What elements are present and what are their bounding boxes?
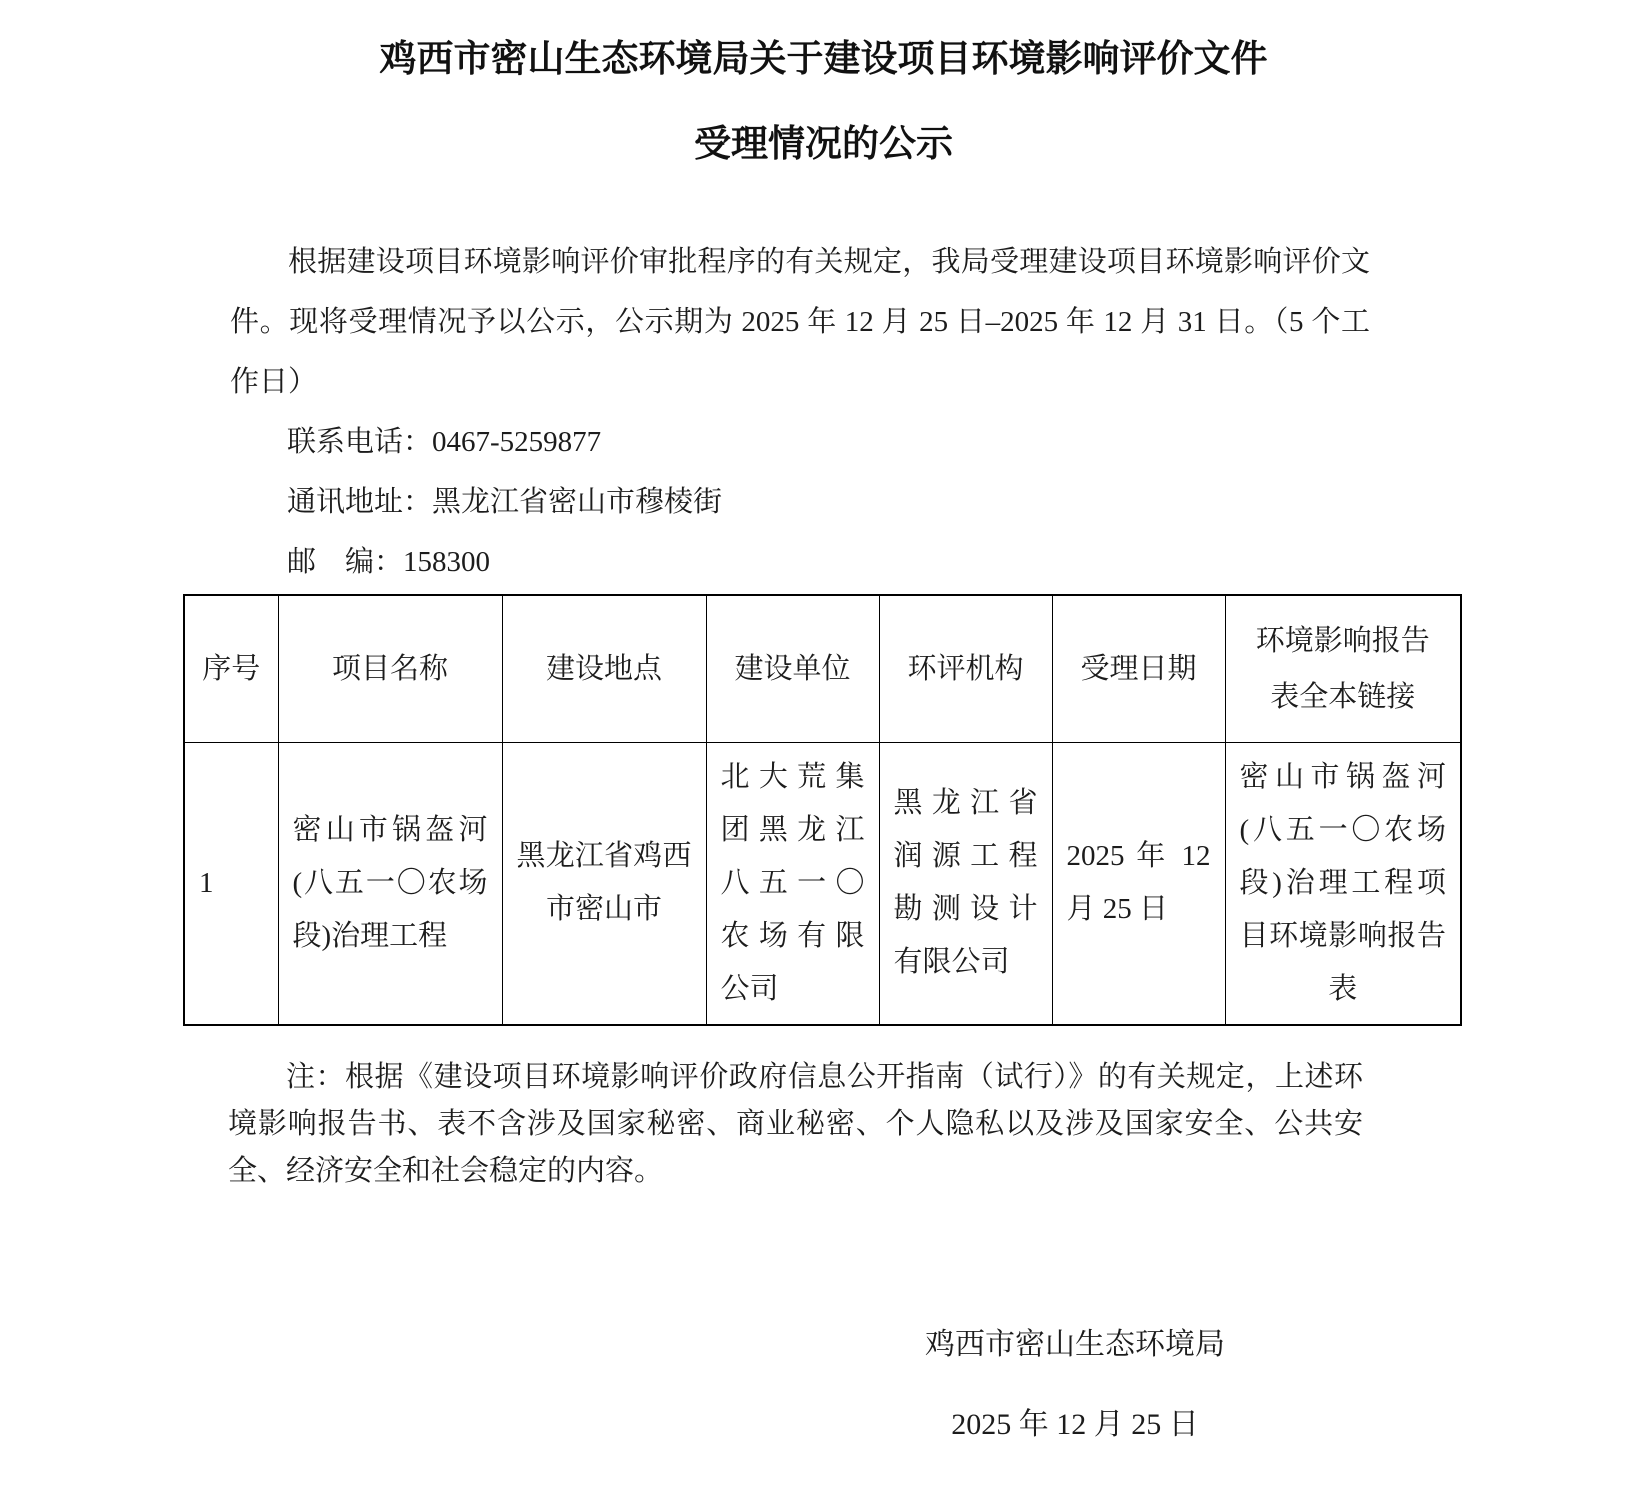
page-title	[0, 40, 1647, 162]
cell-construction-unit: 北大荒集团黑龙江八五一〇农场有限公司	[706, 742, 879, 1025]
contact-address: 通讯地址：黑龙江省密山市穆棱街	[287, 486, 723, 518]
cell-eia-agency: 黑龙江省润源工程勘测设计有限公司	[879, 742, 1052, 1025]
table-header-row	[184, 595, 1461, 742]
column-header-project-name: 项目名称	[278, 595, 502, 742]
table-row	[184, 742, 1461, 1025]
contact-phone: 联系电话：0467-5259877	[287, 426, 602, 458]
cell-construction-location: 黑龙江省鸡西市密山市	[502, 742, 706, 1025]
column-header-construction-location: 建设地点	[502, 595, 706, 742]
column-header-construction-unit: 建设单位	[706, 595, 879, 742]
page-title-line2: 受理情况的公示	[694, 123, 953, 164]
postal-code: 邮 编：158300	[287, 546, 491, 578]
cell-project-name: 密山市锅盔河(八五一〇农场段)治理工程	[278, 742, 502, 1025]
acceptance-table	[183, 594, 1462, 1026]
intro-paragraph: 根据建设项目环境影响评价审批程序的有关规定，我局受理建设项目环境影响评价文件。现将受理情况予以公示，公示期为 2025 年 12 月 25 日–2025 年 12 月 31 日。（5 个工作日）	[230, 246, 1370, 398]
column-header-serial-number: 序号	[184, 595, 278, 742]
column-header-report-link: 环境影响报告表全本链接	[1225, 595, 1461, 742]
cell-serial-number: 1	[184, 742, 278, 1025]
signature-organization: 鸡西市密山生态环境局	[925, 1327, 1225, 1361]
signature-date: 2025 年 12 月 25 日	[951, 1407, 1199, 1441]
cell-acceptance-date: 2025 年 12 月 25 日	[1052, 742, 1225, 1025]
cell-report-link[interactable]: 密山市锅盔河(八五一〇农场段)治理工程项目环境影响报告表	[1225, 742, 1461, 1025]
note-paragraph: 注：根据《建设项目环境影响评价政府信息公开指南（试行）》的有关规定，上述环境影响报告书、表不含涉及国家秘密、商业秘密、个人隐私以及涉及国家安全、公共安全、经济安全和社会稳定的内容。	[228, 1060, 1363, 1187]
column-header-eia-agency: 环评机构	[879, 595, 1052, 742]
column-header-acceptance-date: 受理日期	[1052, 595, 1225, 742]
page-title-line1: 鸡西市密山生态环境局关于建设项目环境影响评价文件	[379, 38, 1268, 79]
signature-block	[925, 1305, 1225, 1465]
